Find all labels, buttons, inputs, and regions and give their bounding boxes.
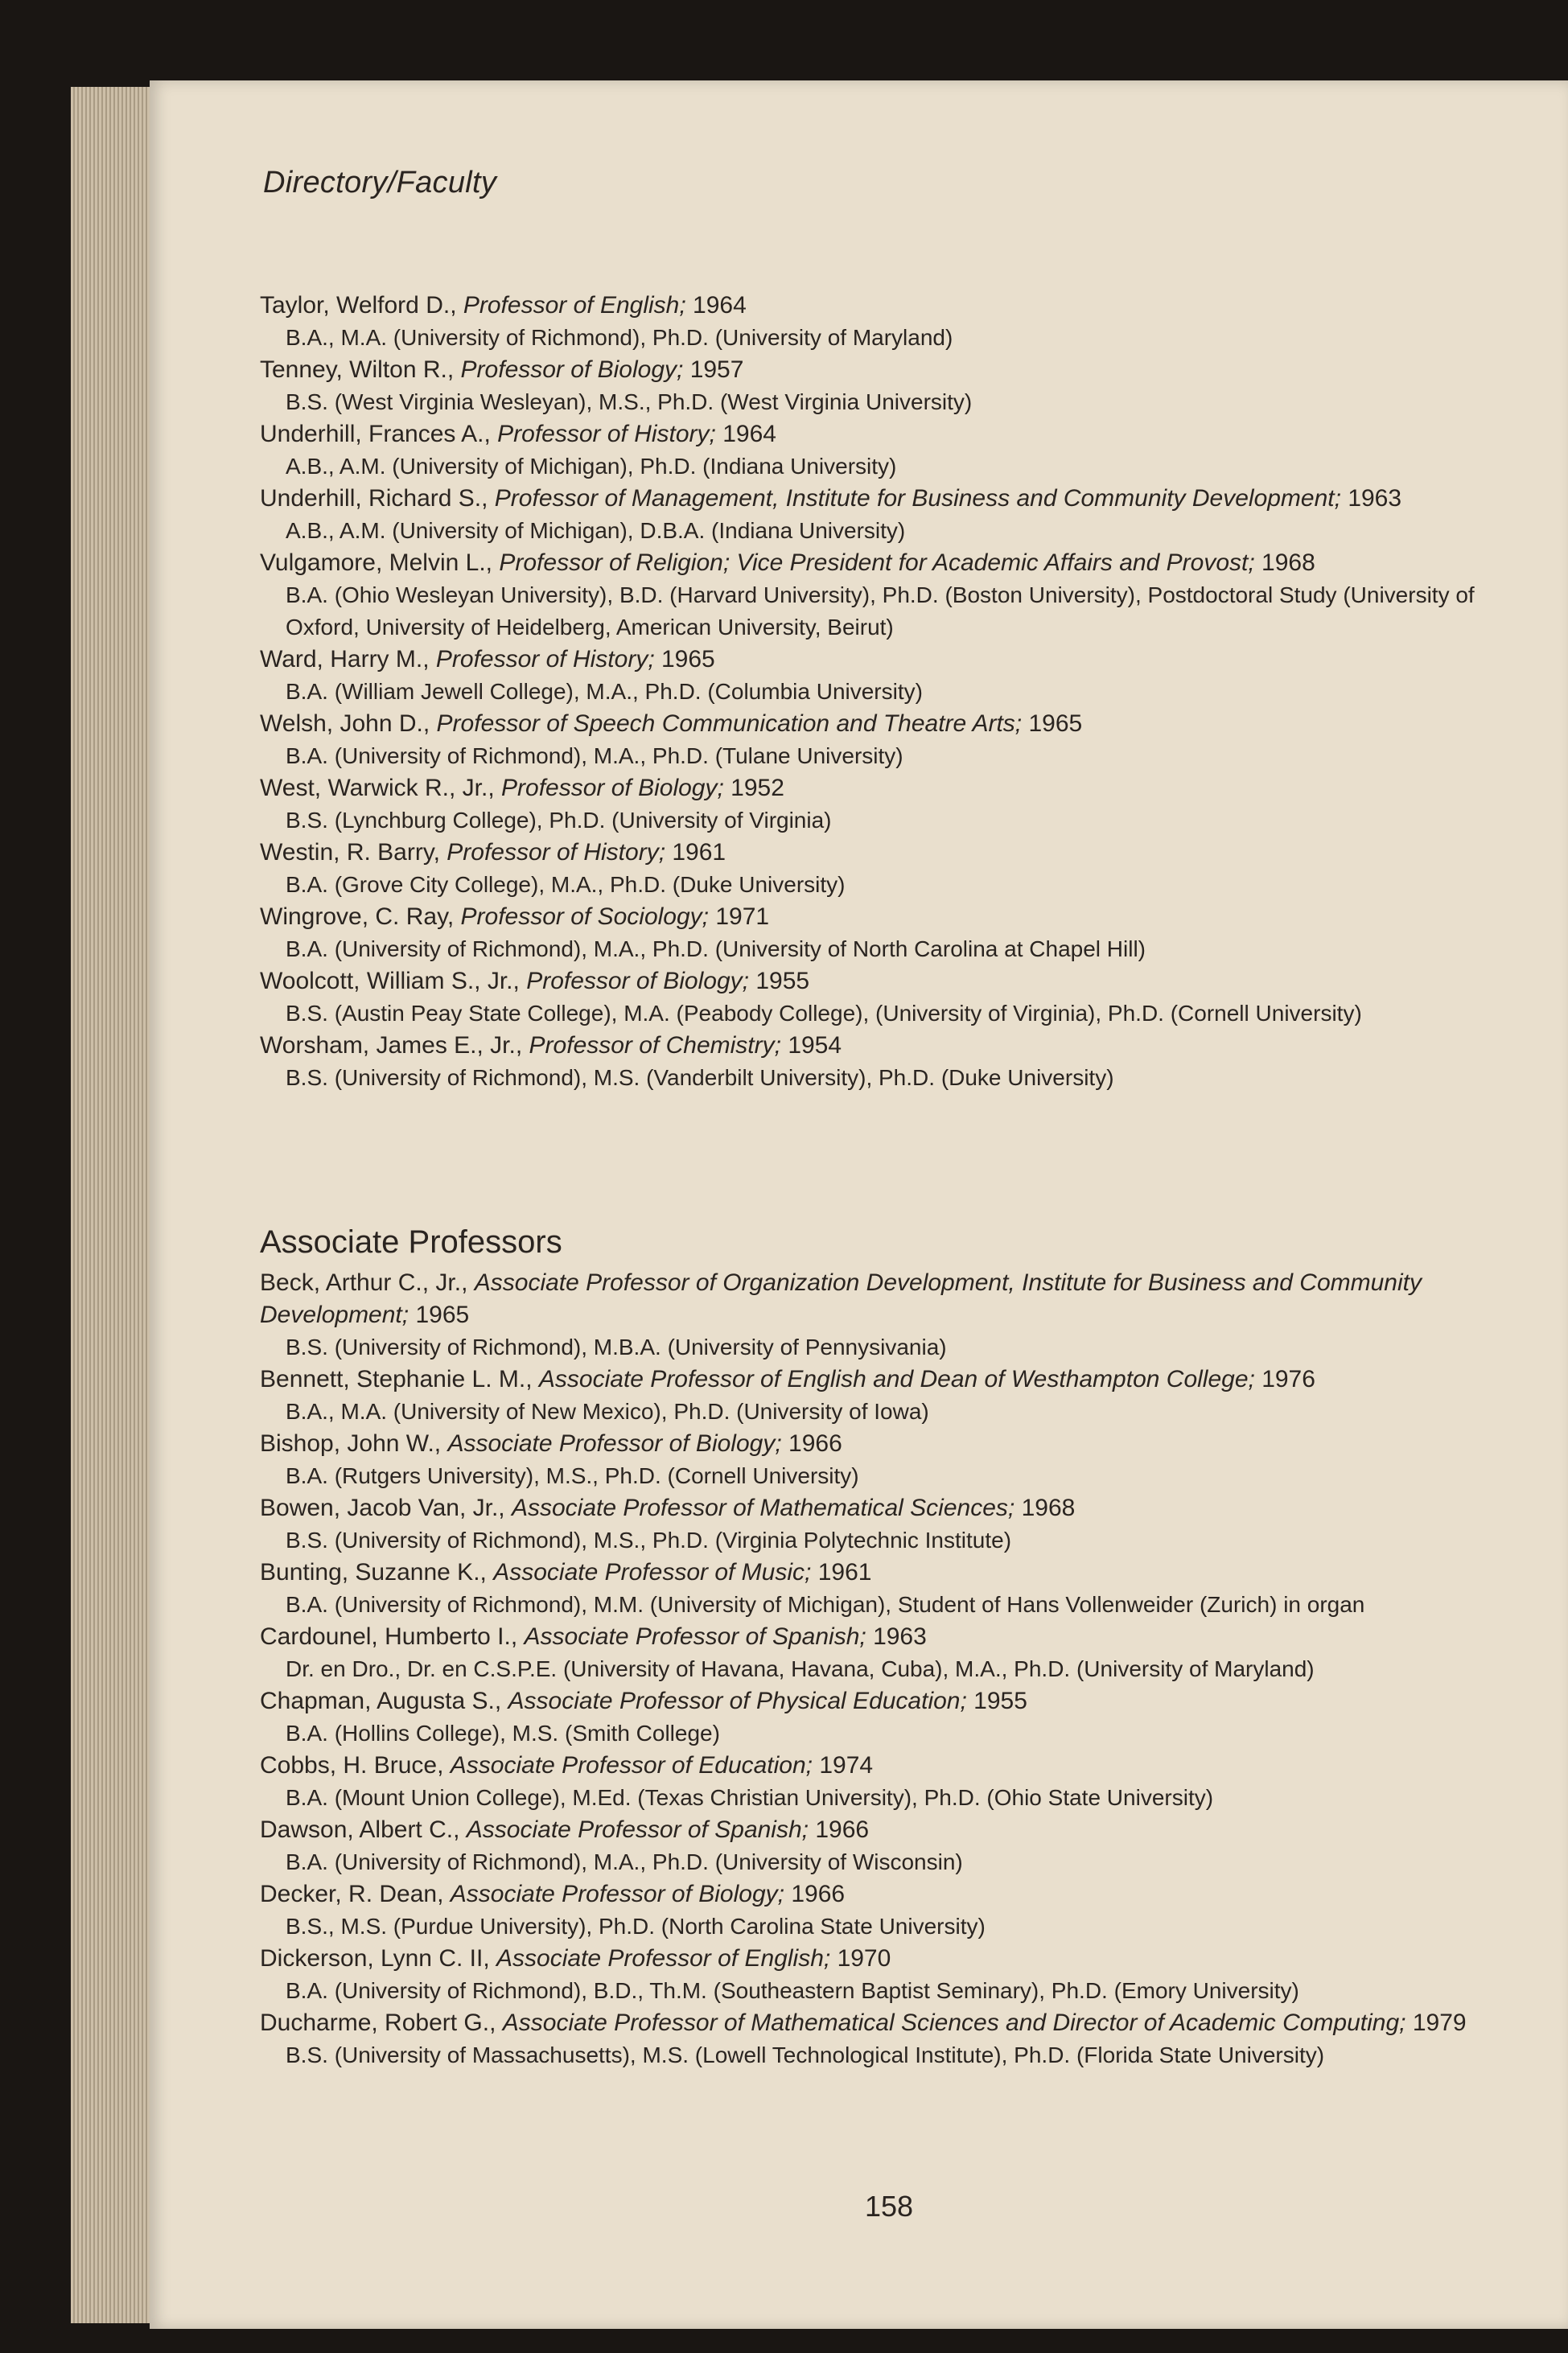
faculty-name: Woolcott, William S., Jr., xyxy=(260,968,520,994)
faculty-entry xyxy=(260,708,1515,772)
faculty-name: Underhill, Frances A., xyxy=(260,421,491,447)
faculty-degrees: B.A. (University of Richmond), M.A., Ph.D. (University of North Carolina at Chapel Hill) xyxy=(286,936,1146,961)
faculty-degrees: B.S. (University of Richmond), M.B.A. (University of Pennysivania) xyxy=(286,1335,947,1360)
faculty-degrees: B.A. (University of Richmond), B.D., Th.M. (Southeastern Baptist Seminary), Ph.D. (Emory University) xyxy=(286,1978,1299,2003)
faculty-entry xyxy=(260,418,1515,483)
entry-heading xyxy=(260,1557,1515,1589)
appointment-year: 1965 xyxy=(415,1302,470,1328)
section-associate-professors xyxy=(260,1224,1515,2071)
appointment-year: 1966 xyxy=(815,1816,870,1843)
book-page-edges xyxy=(71,87,159,2323)
faculty-title: Professor of Chemistry; xyxy=(529,1032,781,1059)
entry-heading xyxy=(260,290,1515,322)
appointment-year: 1961 xyxy=(817,1559,872,1586)
faculty-title: Associate Professor of Mathematical Sciences and Director of Academic Computing; xyxy=(502,2010,1406,2036)
faculty-title: Professor of English; xyxy=(463,292,686,319)
faculty-title: Professor of Sociology; xyxy=(460,903,709,930)
faculty-title: Associate Professor of Music; xyxy=(493,1559,812,1586)
faculty-title: Associate Professor of English; xyxy=(496,1945,831,1972)
faculty-name: Ducharme, Robert G., xyxy=(260,2010,496,2036)
faculty-entry xyxy=(260,1267,1515,1364)
appointment-year: 1976 xyxy=(1261,1366,1315,1392)
appointment-year: 1974 xyxy=(819,1752,874,1779)
faculty-name: Beck, Arthur C., Jr., xyxy=(260,1269,468,1296)
appointment-year: 1970 xyxy=(837,1945,891,1972)
faculty-name: Bennett, Stephanie L. M., xyxy=(260,1366,533,1392)
faculty-title: Professor of History; xyxy=(435,646,655,673)
entry-heading xyxy=(260,1492,1515,1524)
entry-heading xyxy=(260,837,1515,869)
faculty-degrees: B.S. (Lynchburg College), Ph.D. (University of Virginia) xyxy=(286,808,832,833)
entry-heading xyxy=(260,1943,1515,1975)
appointment-year: 1971 xyxy=(715,903,770,930)
appointment-year: 1979 xyxy=(1412,2010,1467,2036)
faculty-entry xyxy=(260,354,1515,418)
entry-heading xyxy=(260,1621,1515,1653)
faculty-degrees: B.S. (Austin Peay State College), M.A. (Peabody College), (University of Virginia), Ph.D. (Cornell University) xyxy=(286,1001,1362,1026)
faculty-title: Associate Professor of Biology; xyxy=(447,1430,782,1457)
appointment-year: 1965 xyxy=(661,646,715,673)
appointment-year: 1963 xyxy=(873,1623,927,1650)
faculty-title: Professor of History; xyxy=(447,839,666,866)
faculty-name: Cardounel, Humberto I., xyxy=(260,1623,518,1650)
faculty-degrees: B.S. (University of Richmond), M.S. (Vanderbilt University), Ph.D. (Duke University) xyxy=(286,1065,1114,1090)
appointment-year: 1957 xyxy=(689,356,744,383)
entry-heading xyxy=(260,1030,1515,1062)
faculty-name: Vulgamore, Melvin L., xyxy=(260,549,493,576)
section-professors xyxy=(260,290,1515,1094)
faculty-name: Taylor, Welford D., xyxy=(260,292,457,319)
faculty-entry xyxy=(260,644,1515,708)
faculty-entry xyxy=(260,1030,1515,1094)
entry-heading xyxy=(260,1750,1515,1782)
faculty-degrees: B.A. (Ohio Wesleyan University), B.D. (Harvard University), Ph.D. (Boston University), Postdoctoral Study (University of Oxford, University of Heidelberg, American University, Beirut) xyxy=(286,582,1475,640)
entry-heading xyxy=(260,547,1515,579)
faculty-entry xyxy=(260,772,1515,837)
entry-heading xyxy=(260,483,1515,515)
appointment-year: 1966 xyxy=(791,1881,846,1907)
running-header: Directory/Faculty xyxy=(263,166,497,200)
faculty-title: Associate Professor of Spanish; xyxy=(524,1623,866,1650)
faculty-entry xyxy=(260,901,1515,965)
faculty-entry xyxy=(260,1492,1515,1557)
faculty-degrees: B.A. (University of Richmond), M.M. (University of Michigan), Student of Hans Vollenweider (Zurich) in organ xyxy=(286,1592,1365,1617)
appointment-year: 1968 xyxy=(1021,1495,1076,1521)
faculty-name: Bishop, John W., xyxy=(260,1430,442,1457)
entry-list xyxy=(260,290,1515,1094)
entry-heading xyxy=(260,1878,1515,1911)
appointment-year: 1966 xyxy=(788,1430,842,1457)
faculty-degrees: B.A. (Rutgers University), M.S., Ph.D. (Cornell University) xyxy=(286,1463,859,1488)
faculty-degrees: Dr. en Dro., Dr. en C.S.P.E. (University of Havana, Havana, Cuba), M.A., Ph.D. (University of Maryland) xyxy=(286,1656,1315,1681)
faculty-degrees: B.S. (West Virginia Wesleyan), M.S., Ph.D. (West Virginia University) xyxy=(286,389,973,414)
entry-heading xyxy=(260,644,1515,676)
entry-heading xyxy=(260,1685,1515,1717)
faculty-degrees: B.A. (University of Richmond), M.A., Ph.D. (University of Wisconsin) xyxy=(286,1849,963,1874)
faculty-name: Bunting, Suzanne K., xyxy=(260,1559,487,1586)
appointment-year: 1968 xyxy=(1261,549,1315,576)
appointment-year: 1955 xyxy=(755,968,810,994)
faculty-title: Professor of Speech Communication and Theatre Arts; xyxy=(436,710,1023,737)
faculty-entry xyxy=(260,1364,1515,1428)
faculty-entry xyxy=(260,290,1515,354)
faculty-name: Chapman, Augusta S., xyxy=(260,1688,502,1714)
faculty-title: Professor of Biology; xyxy=(501,775,724,801)
faculty-degrees: B.A. (Mount Union College), M.Ed. (Texas Christian University), Ph.D. (Ohio State University) xyxy=(286,1785,1214,1810)
appointment-year: 1954 xyxy=(788,1032,842,1059)
entry-heading xyxy=(260,418,1515,450)
faculty-name: Welsh, John D., xyxy=(260,710,430,737)
faculty-degrees: B.A., M.A. (University of Richmond), Ph.D. (University of Maryland) xyxy=(286,325,953,350)
faculty-name: West, Warwick R., Jr., xyxy=(260,775,495,801)
appointment-year: 1963 xyxy=(1348,485,1402,512)
faculty-name: Dickerson, Lynn C. II, xyxy=(260,1945,490,1972)
faculty-name: Tenney, Wilton R., xyxy=(260,356,455,383)
faculty-degrees: B.S. (University of Richmond), M.S., Ph.D. (Virginia Polytechnic Institute) xyxy=(286,1528,1012,1553)
entry-heading xyxy=(260,1814,1515,1846)
faculty-entry xyxy=(260,547,1515,644)
faculty-degrees: B.A., M.A. (University of New Mexico), Ph.D. (University of Iowa) xyxy=(286,1399,929,1424)
faculty-name: Worsham, James E., Jr., xyxy=(260,1032,523,1059)
faculty-name: Underhill, Richard S., xyxy=(260,485,488,512)
faculty-degrees: A.B., A.M. (University of Michigan), Ph.D. (Indiana University) xyxy=(286,454,897,479)
appointment-year: 1964 xyxy=(693,292,747,319)
faculty-entry xyxy=(260,483,1515,547)
faculty-entry xyxy=(260,1685,1515,1750)
faculty-degrees: B.A. (William Jewell College), M.A., Ph.D. (Columbia University) xyxy=(286,679,923,704)
faculty-title: Professor of Religion; Vice President for Academic Affairs and Provost; xyxy=(499,549,1255,576)
entry-heading xyxy=(260,1267,1515,1331)
faculty-title: Professor of Management, Institute for Business and Community Development; xyxy=(494,485,1341,512)
faculty-entry xyxy=(260,1943,1515,2007)
faculty-entry xyxy=(260,1878,1515,1943)
faculty-title: Associate Professor of Education; xyxy=(450,1752,813,1779)
faculty-title: Associate Professor of Spanish; xyxy=(466,1816,809,1843)
faculty-entry xyxy=(260,965,1515,1030)
faculty-degrees: B.A. (Hollins College), M.S. (Smith College) xyxy=(286,1721,720,1746)
faculty-entry xyxy=(260,1557,1515,1621)
faculty-title: Associate Professor of English and Dean of Westhampton College; xyxy=(538,1366,1255,1392)
entry-list xyxy=(260,1267,1515,2071)
entry-heading xyxy=(260,1428,1515,1460)
faculty-name: Ward, Harry M., xyxy=(260,646,430,673)
faculty-degrees: B.A. (Grove City College), M.A., Ph.D. (Duke University) xyxy=(286,872,846,897)
page-number: 158 xyxy=(865,2190,914,2223)
faculty-title: Associate Professor of Mathematical Sciences; xyxy=(511,1495,1015,1521)
appointment-year: 1955 xyxy=(973,1688,1027,1714)
section-heading: Associate Professors xyxy=(260,1224,562,1260)
faculty-entry xyxy=(260,1428,1515,1492)
faculty-entry xyxy=(260,1814,1515,1878)
faculty-degrees: B.S. (University of Massachusetts), M.S. (Lowell Technological Institute), Ph.D. (Florida State University) xyxy=(286,2042,1325,2067)
appointment-year: 1952 xyxy=(730,775,784,801)
entry-heading xyxy=(260,965,1515,998)
faculty-entry xyxy=(260,837,1515,901)
faculty-entry xyxy=(260,1750,1515,1814)
entry-heading xyxy=(260,354,1515,386)
faculty-degrees: A.B., A.M. (University of Michigan), D.B.A. (Indiana University) xyxy=(286,518,906,543)
faculty-title: Professor of Biology; xyxy=(460,356,684,383)
faculty-name: Westin, R. Barry, xyxy=(260,839,440,866)
appointment-year: 1964 xyxy=(722,421,776,447)
faculty-title: Associate Professor of Physical Education; xyxy=(508,1688,967,1714)
entry-heading xyxy=(260,772,1515,804)
faculty-entry xyxy=(260,1621,1515,1685)
entry-heading xyxy=(260,2007,1515,2039)
faculty-name: Dawson, Albert C., xyxy=(260,1816,460,1843)
entry-heading xyxy=(260,901,1515,933)
faculty-name: Bowen, Jacob Van, Jr., xyxy=(260,1495,505,1521)
faculty-title: Associate Professor of Organization Development, Institute for Business and Community Development; xyxy=(260,1269,1422,1328)
entry-heading xyxy=(260,708,1515,740)
entry-heading xyxy=(260,1364,1515,1396)
faculty-entry xyxy=(260,2007,1515,2071)
appointment-year: 1961 xyxy=(672,839,726,866)
appointment-year: 1965 xyxy=(1028,710,1083,737)
faculty-title: Professor of Biology; xyxy=(526,968,749,994)
faculty-title: Associate Professor of Biology; xyxy=(450,1881,784,1907)
faculty-name: Cobbs, H. Bruce, xyxy=(260,1752,444,1779)
faculty-degrees: B.S., M.S. (Purdue University), Ph.D. (North Carolina State University) xyxy=(286,1914,986,1939)
faculty-degrees: B.A. (University of Richmond), M.A., Ph.D. (Tulane University) xyxy=(286,743,903,768)
faculty-name: Wingrove, C. Ray, xyxy=(260,903,455,930)
faculty-title: Professor of History; xyxy=(497,421,716,447)
faculty-name: Decker, R. Dean, xyxy=(260,1881,444,1907)
